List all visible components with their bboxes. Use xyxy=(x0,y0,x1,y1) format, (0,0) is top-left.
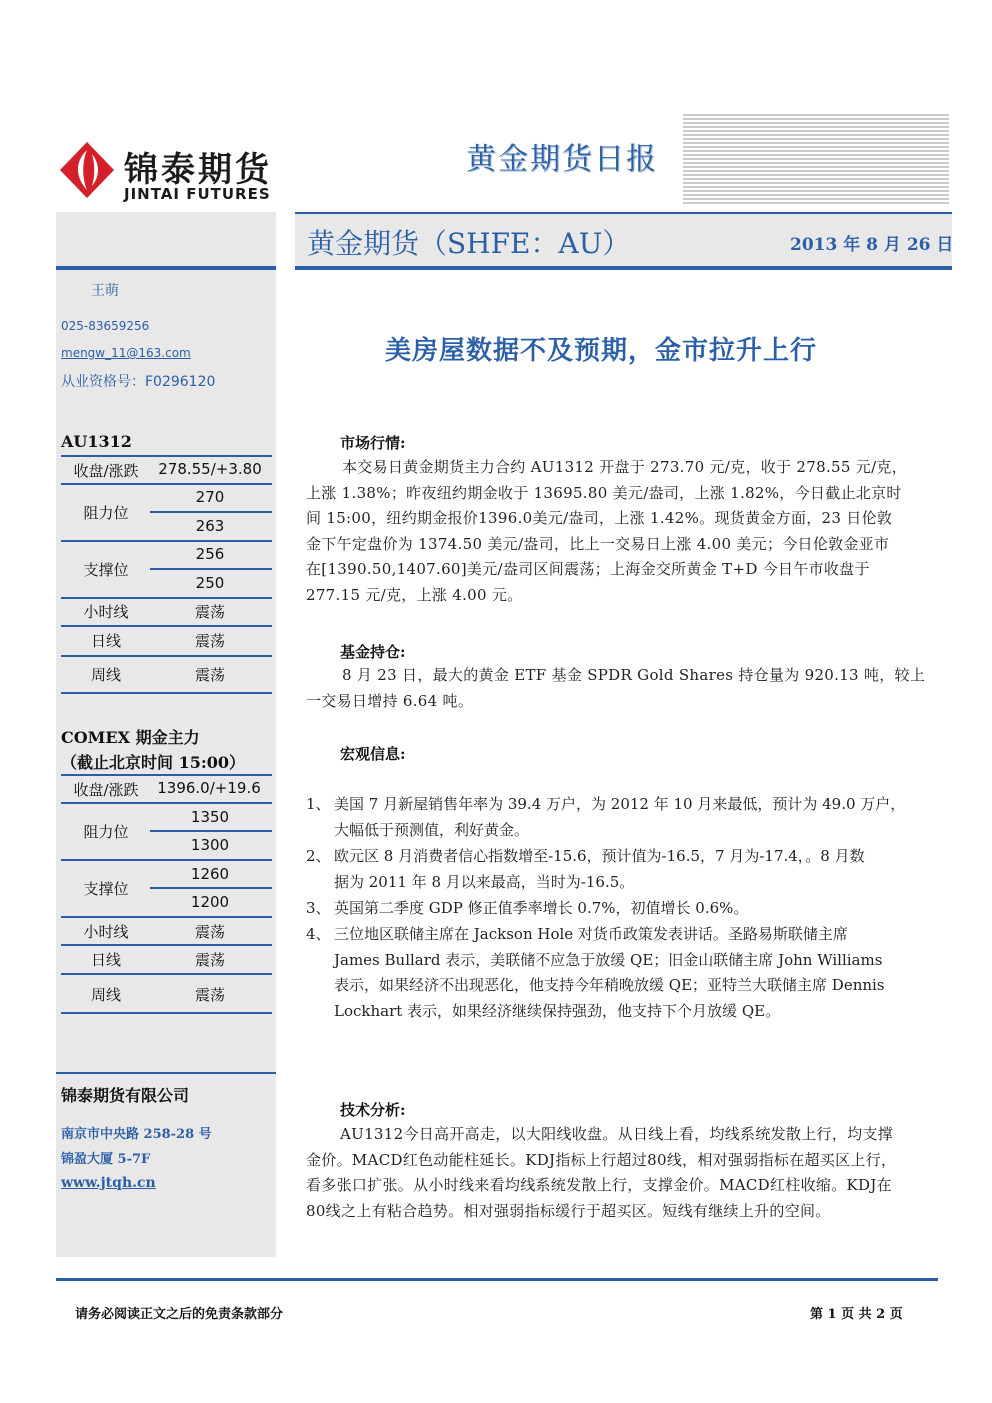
report-title: 黄金期货日报 xyxy=(466,142,658,177)
divider xyxy=(61,859,272,861)
analyst-license: 从业资格号：F0296120 xyxy=(61,374,216,390)
macro-item-number: 4、 xyxy=(306,925,331,943)
divider xyxy=(61,655,272,657)
divider xyxy=(61,597,272,599)
divider xyxy=(61,692,272,694)
macro-item xyxy=(306,792,946,844)
comex-daily-label: 日线 xyxy=(90,951,121,969)
market-line: 在[1390.50,1407.60]美元/盎司区间震荡；上海金交所黄金 T+D 今日午市收盘于 xyxy=(306,560,870,578)
company-address-1: 南京市中央路 258-28 号 xyxy=(61,1127,212,1142)
comex-resistance-label: 阻力位 xyxy=(83,823,129,841)
au-resistance-2: 263 xyxy=(195,517,225,535)
headline: 美房屋数据不及预期，金市拉升上行 xyxy=(385,336,818,366)
technical-line: 金价。MACD红色动能柱延长。KDJ指标上行超过80线，相对强弱指标在超买区上行， xyxy=(306,1150,897,1169)
fund-line: 一交易日增持 6.64 吨。 xyxy=(306,691,474,710)
product-title: 黄金期货（SHFE：AU） xyxy=(307,227,631,260)
divider xyxy=(61,625,272,627)
page-number: 第 1 页 共 2 页 xyxy=(810,1307,903,1322)
company-name: 锦泰期货有限公司 xyxy=(61,1086,190,1105)
divider xyxy=(61,1012,272,1014)
company-divider xyxy=(56,1072,276,1074)
au-weekly-value: 震荡 xyxy=(194,666,225,684)
header-stripes xyxy=(683,114,949,204)
macro-item-line: 欧元区 8 月消费者信心指数增至-15.6，预计值为-16.5，7 月为-17.4，。8 月数 xyxy=(334,847,865,865)
au-weekly-label: 周线 xyxy=(90,666,121,684)
market-line: 上涨 1.38%；昨夜纽约期金收于 13695.80 美元/盎司，上涨 1.82%，今日截止北京时 xyxy=(306,483,902,502)
divider xyxy=(61,540,272,542)
divider xyxy=(61,944,272,946)
technical-line: 看多张口扩张。从小时线来看均线系统发散上行，支撑金价。MACD红柱收缩。KDJ在 xyxy=(306,1176,892,1194)
comex-support-label: 支撑位 xyxy=(83,880,129,898)
macro-item xyxy=(306,844,946,896)
comex-support-1: 1260 xyxy=(190,865,230,883)
divider xyxy=(61,774,272,776)
market-line: 本交易日黄金期货主力合约 AU1312 开盘于 273.70 元/克，收于 278.55 元/克， xyxy=(342,458,908,476)
divider xyxy=(150,511,272,513)
comex-weekly-label: 周线 xyxy=(90,986,121,1004)
fund-heading: 基金持仓: xyxy=(340,643,406,661)
analyst-phone: 025-83659256 xyxy=(61,319,150,333)
comex-table-subtitle: （截止北京时间 15:00） xyxy=(61,753,246,772)
au-close-value: 278.55/+3.80 xyxy=(158,460,262,478)
analyst-email[interactable]: mengw_11@163.com xyxy=(61,346,191,360)
macro-item-line: 表示，如果经济不出现恶化，他支持今年稍晚放缓 QE；亚特兰大联储主席 Dennis xyxy=(334,976,885,994)
au-resistance-label: 阻力位 xyxy=(83,504,129,522)
market-paragraph xyxy=(306,455,907,608)
divider xyxy=(61,455,272,457)
company-address-2: 锦盈大厦 5-7F xyxy=(61,1152,151,1167)
comex-resistance-2: 1300 xyxy=(190,836,230,854)
macro-heading: 宏观信息: xyxy=(340,745,406,763)
au-support-1: 256 xyxy=(195,545,225,563)
divider xyxy=(61,916,272,918)
technical-paragraph xyxy=(306,1122,896,1224)
macro-item-line: 大幅低于预测值，利好黄金。 xyxy=(334,820,530,839)
au-support-label: 支撑位 xyxy=(83,561,129,579)
comex-close-label: 收盘/涨跌 xyxy=(73,781,139,799)
macro-item-line: 美国 7 月新屋销售年率为 39.4 万户，为 2012 年 10 月来最低，预计为 49.0 万户， xyxy=(334,795,906,813)
divider xyxy=(150,568,272,570)
market-line: 间 15:00，纽约期金报价1396.0美元/盎司，上涨 1.42%。现货黄金方面，23 日伦敦 xyxy=(306,509,893,527)
logo-name-en: JINTAI FUTURES xyxy=(124,185,271,203)
au-daily-label: 日线 xyxy=(90,632,121,650)
macro-item-number: 3、 xyxy=(306,899,331,917)
comex-weekly-value: 震荡 xyxy=(194,986,225,1004)
au-resistance-1: 270 xyxy=(195,488,225,506)
divider xyxy=(150,830,272,832)
logo-name-cn: 锦泰期货 xyxy=(124,150,272,190)
logo-diamond-icon xyxy=(58,140,116,200)
analyst-name: 王萌 xyxy=(91,283,119,299)
macro-item xyxy=(306,896,946,922)
macro-item-line: 三位地区联储主席在 Jackson Hole 对货币政策发表讲话。圣路易斯联储主席 xyxy=(334,925,848,943)
footer-disclaimer: 请务必阅读正文之后的免责条款部分 xyxy=(75,1307,284,1322)
au-table-title: AU1312 xyxy=(61,432,132,451)
divider xyxy=(61,802,272,804)
sidebar-top-rule xyxy=(56,266,276,270)
divider xyxy=(150,887,272,889)
comex-table-title: COMEX 期金主力 xyxy=(61,728,200,747)
macro-item-line: 据为 2011 年 8 月以来最高，当时为-16.5。 xyxy=(334,872,635,891)
macro-item-number: 2、 xyxy=(306,847,331,865)
product-bar-rule xyxy=(295,266,952,270)
macro-item-number: 1、 xyxy=(306,795,331,813)
footer-rule xyxy=(56,1278,938,1281)
technical-line: AU1312今日高开高走，以大阳线收盘。从日线上看，均线系统发散上行，均支撑 xyxy=(340,1125,894,1143)
company-logo xyxy=(58,138,278,208)
divider xyxy=(61,483,272,485)
au-hourly-value: 震荡 xyxy=(194,603,225,621)
report-date: 2013 年 8 月 26 日 xyxy=(790,235,954,255)
market-line: 277.15 元/克，上涨 4.00 元。 xyxy=(306,585,523,604)
product-bar-top-rule xyxy=(295,212,952,214)
company-website-link[interactable]: www.jtqh.cn xyxy=(61,1175,156,1191)
macro-item-line: James Bullard 表示，美联储不应急于放缓 QE；旧金山联储主席 John Williams xyxy=(334,950,883,969)
macro-item-line: 英国第二季度 GDP 修正值季率增长 0.7%，初值增长 0.6%。 xyxy=(334,899,749,917)
technical-line: 80线之上有粘合趋势。相对强弱指标缓行于超买区。短线有继续上升的空间。 xyxy=(306,1201,831,1220)
market-heading: 市场行情: xyxy=(340,434,406,452)
comex-close-value: 1396.0/+19.6 xyxy=(157,779,261,797)
comex-hourly-value: 震荡 xyxy=(194,923,225,941)
comex-resistance-1: 1350 xyxy=(190,808,230,826)
fund-line: 8 月 23 日，最大的黄金 ETF 基金 SPDR Gold Shares 持仓量为 920.13 吨，较上 xyxy=(342,666,926,684)
macro-item-line: Lockhart 表示，如果经济继续保持强劲，他支持下个月放缓 QE。 xyxy=(334,1001,781,1020)
au-close-label: 收盘/涨跌 xyxy=(73,462,139,480)
divider xyxy=(61,973,272,975)
comex-daily-value: 震荡 xyxy=(194,951,225,969)
technical-heading: 技术分析: xyxy=(340,1101,406,1119)
comex-support-2: 1200 xyxy=(190,893,230,911)
comex-hourly-label: 小时线 xyxy=(83,923,129,941)
market-line: 金下午定盘价为 1374.50 美元/盎司，比上一交易日上涨 4.00 美元；今日伦敦金亚市 xyxy=(306,534,890,553)
au-support-2: 250 xyxy=(195,574,225,592)
au-hourly-label: 小时线 xyxy=(83,603,129,621)
fund-paragraph xyxy=(306,663,925,714)
macro-item xyxy=(306,922,946,1026)
au-daily-value: 震荡 xyxy=(194,632,225,650)
